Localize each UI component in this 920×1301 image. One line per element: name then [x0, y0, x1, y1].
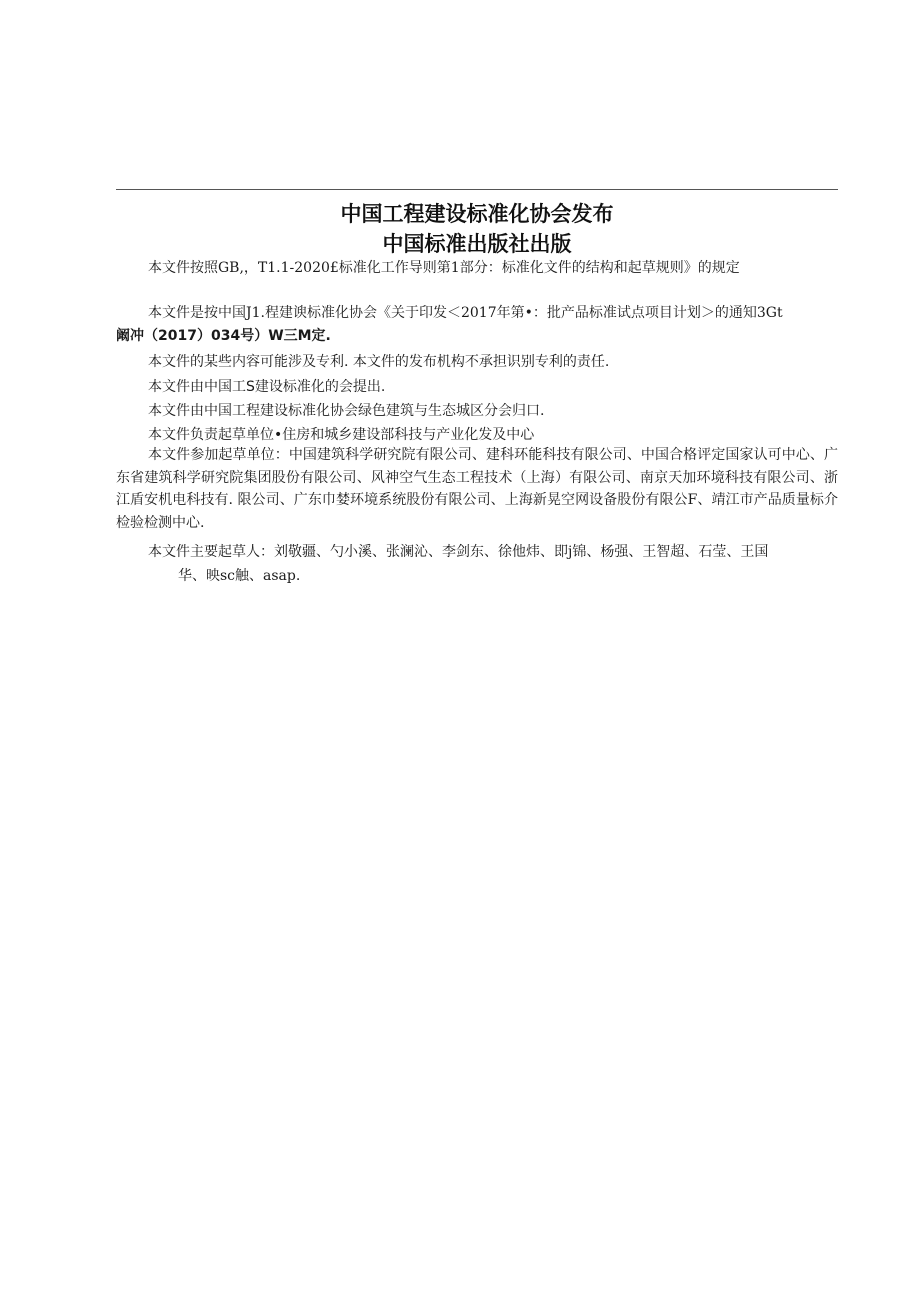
foreword-patent-notice: 本文件的某些内容可能涉及专利. 本文件的发布机构不承担识别专利的责任. — [148, 354, 610, 370]
foreword-proposer: 本文件由中国工S建设标准化的会提出. — [148, 379, 386, 395]
foreword-main-drafters-line-2: 华、映sc触、asap. — [178, 568, 301, 584]
foreword-plan-notice-line-2: 阚冲（2017）034号）W三M定. — [116, 328, 331, 344]
foreword-standard-basis: 本文件按照GB,，T1.1-2020£标准化工作导则第1部分：标准化文件的结构和起草规则》的规定 — [148, 260, 740, 276]
foreword-lead-drafter: 本文件负责起草单位•住房和城乡建设部科技与产业化发及中心 — [148, 427, 535, 443]
foreword-participating-drafters: 本文件参加起草单位：中国建筑科学研究院有限公司、建科环能科技有限公司、中国合格评定国家认可中心、广东省建筑科学研究院集团股份有限公司、风神空气生态工程技术（上海）有限公司、南京天加环境科技有限公司、浙江盾安机电科技有. 限公司、广东巾婪环境系统股份有限公司、上海新晃空网设备股份有限公F、靖江市产品质量标介检验检测中心. — [116, 447, 838, 531]
publisher-line-1: 中国工程建设标准化协会发布 — [340, 202, 614, 226]
publisher-line-2: 中国标准出版社出版 — [382, 232, 572, 256]
foreword-main-drafters-line-1: 本文件主要起草人：刘敬疆、勺小溪、张澜沁、李剑东、徐他炜、即j锦、杨强、王智超、石莹、王国 — [148, 544, 769, 560]
top-rule — [116, 189, 838, 190]
foreword-plan-notice-line-1: 本文件是按中国J1.程建谀标准化协会《关于印发＜2017年第•：批产品标准试点项目计划＞的通知3Gt — [148, 305, 783, 321]
foreword-administrator: 本文件由中国工程建设标准化协会绿色建筑与生态城区分会归口. — [148, 403, 545, 419]
